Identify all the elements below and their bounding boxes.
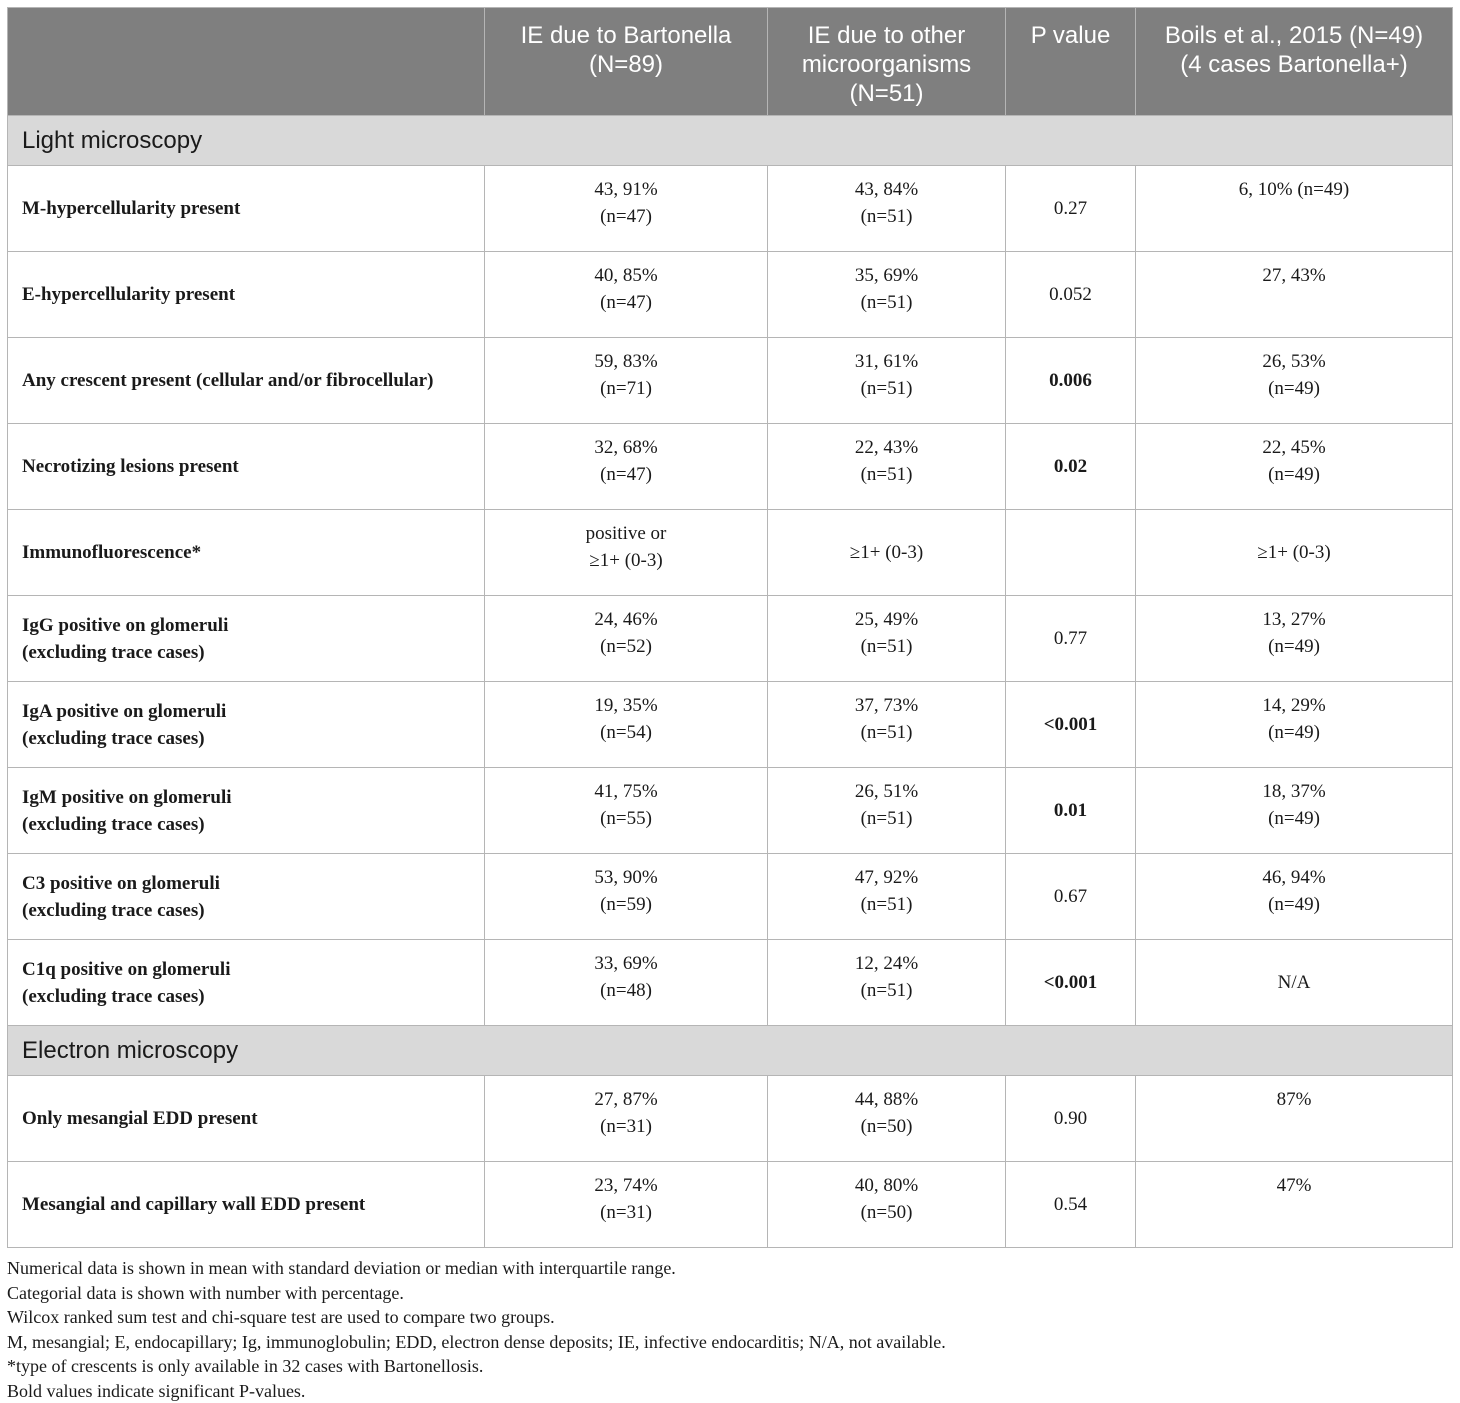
cell-value: 27, 43%	[1136, 262, 1452, 289]
cell-value: positive or	[485, 520, 767, 547]
cell-other	[768, 1076, 1006, 1162]
cell-value: 44, 88%	[768, 1086, 1005, 1113]
results-table	[7, 7, 1453, 1248]
cell-boils	[1136, 510, 1453, 596]
cell-n: (n=71)	[485, 375, 767, 402]
cell-boils	[1136, 1162, 1453, 1248]
table-row	[8, 424, 1453, 510]
cell-pvalue: <0.001	[1006, 940, 1136, 1026]
cell-pvalue: 0.27	[1006, 166, 1136, 252]
footnote: Categorial data is shown with number with percentage.	[7, 1281, 1452, 1306]
table-row	[8, 1162, 1453, 1248]
cell-bartonella	[485, 682, 768, 768]
cell-pvalue	[1006, 510, 1136, 596]
footnote: Wilcox ranked sum test and chi-square test are used to compare two groups.	[7, 1305, 1452, 1330]
cell-n: (n=51)	[768, 805, 1005, 832]
cell-n: (n=51)	[768, 203, 1005, 230]
cell-value: 25, 49%	[768, 606, 1005, 633]
cell-boils	[1136, 166, 1453, 252]
cell-value: 35, 69%	[768, 262, 1005, 289]
cell-value-line2: ≥1+ (0-3)	[485, 547, 767, 574]
row-label-line2: (excluding trace cases)	[22, 725, 484, 752]
cell-value: 46, 94%	[1136, 864, 1452, 891]
row-label	[8, 596, 485, 682]
cell-bartonella	[485, 1076, 768, 1162]
cell-value: 12, 24%	[768, 950, 1005, 977]
row-label-line1: Only mesangial EDD present	[22, 1105, 484, 1132]
row-label-line1: M-hypercellularity present	[22, 195, 484, 222]
cell-pvalue: 0.90	[1006, 1076, 1136, 1162]
header-pvalue: P value	[1006, 8, 1136, 116]
cell-value: 87%	[1136, 1086, 1452, 1113]
row-label-line1: IgA positive on glomeruli	[22, 698, 484, 725]
cell-boils	[1136, 682, 1453, 768]
row-label	[8, 166, 485, 252]
cell-other	[768, 940, 1006, 1026]
cell-value: ≥1+ (0-3)	[1136, 539, 1452, 566]
row-label	[8, 940, 485, 1026]
row-label-line2: (excluding trace cases)	[22, 639, 484, 666]
header-other-line3: (N=51)	[768, 79, 1005, 108]
cell-n: (n=51)	[768, 977, 1005, 1004]
row-label	[8, 1162, 485, 1248]
row-label-line1: C3 positive on glomeruli	[22, 870, 484, 897]
cell-other	[768, 596, 1006, 682]
cell-value: ≥1+ (0-3)	[768, 539, 1005, 566]
cell-n: (n=49)	[1136, 375, 1452, 402]
row-label-line2: (excluding trace cases)	[22, 983, 484, 1010]
table-row	[8, 338, 1453, 424]
footnote: Bold values indicate significant P-values.	[7, 1379, 1452, 1403]
table-row	[8, 252, 1453, 338]
cell-value: 32, 68%	[485, 434, 767, 461]
header-other-line2: microorganisms	[768, 50, 1005, 79]
cell-other	[768, 252, 1006, 338]
row-label-line2: (excluding trace cases)	[22, 897, 484, 924]
row-label-line1: Immunofluorescence*	[22, 539, 484, 566]
footnote: *type of crescents is only available in 32 cases with Bartonellosis.	[7, 1354, 1452, 1379]
cell-bartonella	[485, 252, 768, 338]
cell-value: 43, 84%	[768, 176, 1005, 203]
cell-n: (n=51)	[768, 375, 1005, 402]
cell-boils	[1136, 940, 1453, 1026]
cell-other	[768, 1162, 1006, 1248]
row-label	[8, 768, 485, 854]
cell-value: 22, 43%	[768, 434, 1005, 461]
cell-value: 37, 73%	[768, 692, 1005, 719]
cell-n: (n=49)	[1136, 891, 1452, 918]
cell-bartonella	[485, 768, 768, 854]
cell-value: N/A	[1136, 969, 1452, 996]
cell-value: 53, 90%	[485, 864, 767, 891]
table-row	[8, 768, 1453, 854]
cell-n: (n=51)	[768, 461, 1005, 488]
cell-pvalue: 0.77	[1006, 596, 1136, 682]
cell-value: 59, 83%	[485, 348, 767, 375]
cell-value: 19, 35%	[485, 692, 767, 719]
cell-value: 24, 46%	[485, 606, 767, 633]
cell-value: 26, 53%	[1136, 348, 1452, 375]
header-bartonella-line2: (N=89)	[485, 50, 767, 79]
row-label-line1: IgG positive on glomeruli	[22, 612, 484, 639]
cell-value: 31, 61%	[768, 348, 1005, 375]
cell-value: 41, 75%	[485, 778, 767, 805]
cell-other	[768, 854, 1006, 940]
row-label-line1: Necrotizing lesions present	[22, 453, 484, 480]
table-row	[8, 854, 1453, 940]
table-row	[8, 1076, 1453, 1162]
cell-other	[768, 166, 1006, 252]
cell-pvalue: 0.052	[1006, 252, 1136, 338]
cell-pvalue: 0.006	[1006, 338, 1136, 424]
cell-value: 27, 87%	[485, 1086, 767, 1113]
cell-pvalue: 0.67	[1006, 854, 1136, 940]
cell-n: (n=51)	[768, 633, 1005, 660]
header-boils-line2: (4 cases Bartonella+)	[1136, 50, 1452, 79]
header-row	[8, 8, 1453, 116]
cell-boils	[1136, 768, 1453, 854]
cell-n: (n=51)	[768, 891, 1005, 918]
row-label-line1: E-hypercellularity present	[22, 281, 484, 308]
cell-value: 6, 10% (n=49)	[1136, 176, 1452, 203]
cell-bartonella	[485, 1162, 768, 1248]
cell-n: (n=59)	[485, 891, 767, 918]
cell-n: (n=50)	[768, 1113, 1005, 1140]
row-label	[8, 510, 485, 596]
row-label-line1: C1q positive on glomeruli	[22, 956, 484, 983]
cell-bartonella	[485, 854, 768, 940]
row-label	[8, 338, 485, 424]
cell-n: (n=50)	[768, 1199, 1005, 1226]
section-row-electron	[8, 1026, 1453, 1076]
cell-n: (n=49)	[1136, 805, 1452, 832]
cell-bartonella	[485, 338, 768, 424]
cell-other	[768, 682, 1006, 768]
header-boils-line1: Boils et al., 2015 (N=49)	[1136, 21, 1452, 50]
cell-other	[768, 424, 1006, 510]
cell-value: 40, 80%	[768, 1172, 1005, 1199]
cell-boils	[1136, 252, 1453, 338]
cell-value: 14, 29%	[1136, 692, 1452, 719]
cell-value: 26, 51%	[768, 778, 1005, 805]
header-other	[768, 8, 1006, 116]
cell-n: (n=47)	[485, 461, 767, 488]
cell-value: 22, 45%	[1136, 434, 1452, 461]
row-label	[8, 1076, 485, 1162]
table-row	[8, 596, 1453, 682]
row-label	[8, 682, 485, 768]
cell-bartonella	[485, 596, 768, 682]
table-footnotes	[7, 1256, 1452, 1403]
cell-other	[768, 338, 1006, 424]
row-label-line2: (excluding trace cases)	[22, 811, 484, 838]
cell-n: (n=54)	[485, 719, 767, 746]
header-empty	[8, 8, 485, 116]
cell-bartonella	[485, 166, 768, 252]
row-label	[8, 252, 485, 338]
section-row-light	[8, 116, 1453, 166]
cell-value: 47%	[1136, 1172, 1452, 1199]
cell-n: (n=47)	[485, 203, 767, 230]
row-label-line1: IgM positive on glomeruli	[22, 784, 484, 811]
cell-n: (n=49)	[1136, 633, 1452, 660]
cell-value: 33, 69%	[485, 950, 767, 977]
cell-pvalue: 0.54	[1006, 1162, 1136, 1248]
cell-n: (n=51)	[768, 719, 1005, 746]
table-row	[8, 510, 1453, 596]
cell-boils	[1136, 854, 1453, 940]
cell-n: (n=49)	[1136, 719, 1452, 746]
row-label-line1: Mesangial and capillary wall EDD present	[22, 1191, 484, 1218]
cell-n: (n=31)	[485, 1113, 767, 1140]
cell-n: (n=48)	[485, 977, 767, 1004]
cell-bartonella	[485, 510, 768, 596]
row-label-line1: Any crescent present (cellular and/or fibrocellular)	[22, 367, 484, 394]
header-other-line1: IE due to other	[768, 21, 1005, 50]
cell-other	[768, 510, 1006, 596]
footnote: M, mesangial; E, endocapillary; Ig, immunoglobulin; EDD, electron dense deposits; IE, infective endocarditis; N/A, not available.	[7, 1330, 1452, 1355]
cell-n: (n=49)	[1136, 461, 1452, 488]
footnote: Numerical data is shown in mean with standard deviation or median with interquartile range.	[7, 1256, 1452, 1281]
cell-bartonella	[485, 940, 768, 1026]
section-title-light: Light microscopy	[8, 116, 1453, 166]
cell-value: 18, 37%	[1136, 778, 1452, 805]
cell-value: 13, 27%	[1136, 606, 1452, 633]
row-label	[8, 424, 485, 510]
cell-other	[768, 768, 1006, 854]
header-bartonella-line1: IE due to Bartonella	[485, 21, 767, 50]
cell-n: (n=31)	[485, 1199, 767, 1226]
cell-n: (n=52)	[485, 633, 767, 660]
cell-n: (n=51)	[768, 289, 1005, 316]
cell-pvalue: 0.01	[1006, 768, 1136, 854]
cell-value: 40, 85%	[485, 262, 767, 289]
table-row	[8, 166, 1453, 252]
section-title-electron: Electron microscopy	[8, 1026, 1453, 1076]
cell-value: 43, 91%	[485, 176, 767, 203]
cell-boils	[1136, 424, 1453, 510]
cell-n: (n=55)	[485, 805, 767, 832]
cell-bartonella	[485, 424, 768, 510]
row-label	[8, 854, 485, 940]
table-container	[7, 7, 1452, 1403]
cell-value: 23, 74%	[485, 1172, 767, 1199]
cell-boils	[1136, 596, 1453, 682]
cell-boils	[1136, 338, 1453, 424]
cell-pvalue: <0.001	[1006, 682, 1136, 768]
cell-boils	[1136, 1076, 1453, 1162]
cell-value: 47, 92%	[768, 864, 1005, 891]
table-row	[8, 682, 1453, 768]
header-bartonella	[485, 8, 768, 116]
cell-n: (n=47)	[485, 289, 767, 316]
cell-pvalue: 0.02	[1006, 424, 1136, 510]
table-row	[8, 940, 1453, 1026]
header-boils	[1136, 8, 1453, 116]
